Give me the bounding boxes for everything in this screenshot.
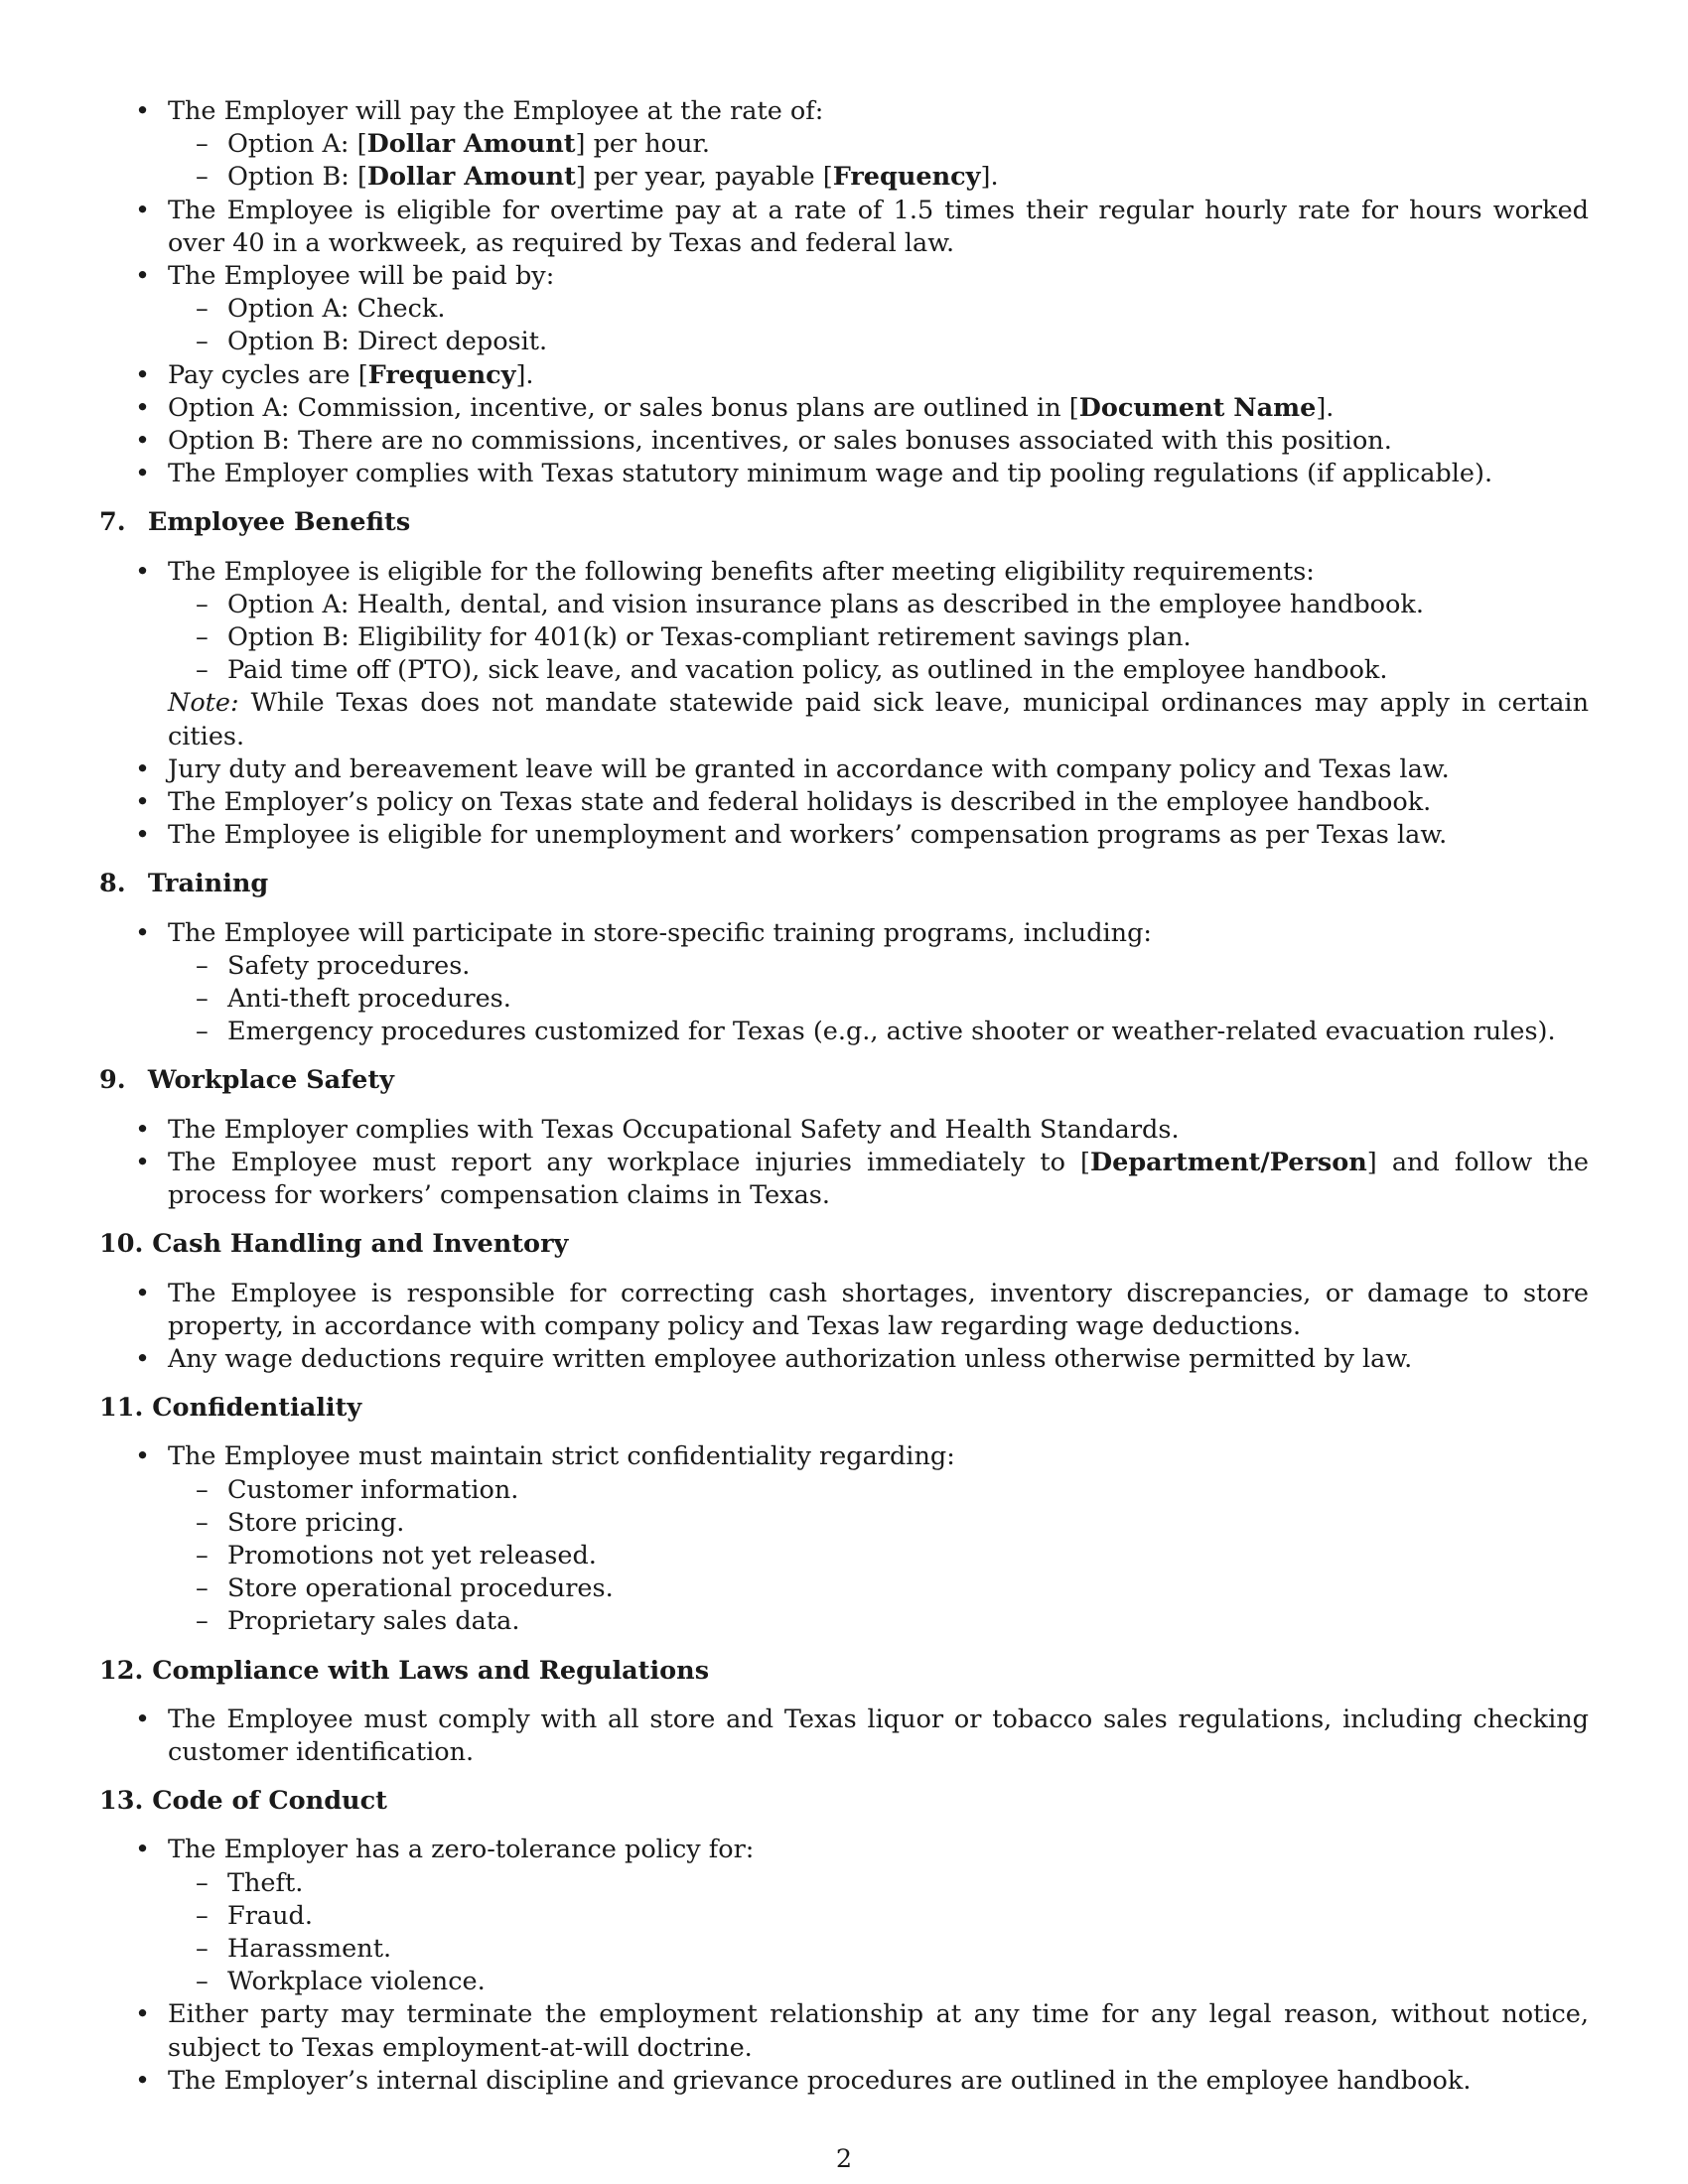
bullet-list <box>99 1440 1589 1638</box>
bullet-item <box>99 458 1589 490</box>
bullet-list <box>99 95 1589 490</box>
sub-item <box>168 326 1589 358</box>
sub-item <box>168 1933 1589 1966</box>
sub-item <box>168 1605 1589 1638</box>
bullet-item <box>99 1278 1589 1343</box>
item-text: The Employer has a zero-tolerance policy for: <box>168 1835 755 1865</box>
sub-item <box>168 654 1589 687</box>
section-heading <box>99 1785 1589 1818</box>
item-text: The Employer complies with Texas statutory minimum wage and tip pooling regulations (if applicable). <box>168 459 1493 489</box>
bullet-list <box>99 917 1589 1049</box>
placeholder-field: Document Name <box>1078 392 1317 423</box>
bullet-item <box>99 1147 1589 1212</box>
bullet-list <box>99 1278 1589 1377</box>
bullet-item <box>99 753 1589 786</box>
item-text: Anti-theft procedures. <box>227 984 511 1015</box>
section-number: 12. <box>99 1655 144 1686</box>
item-text: Option A: Commission, incentive, or sales bonus plans are outlined in [ <box>168 392 1079 423</box>
bullet-list <box>99 1704 1589 1769</box>
bullet-item <box>99 195 1589 260</box>
sub-item <box>168 161 1589 194</box>
sub-list <box>168 589 1589 688</box>
document-body <box>99 95 1589 2098</box>
item-text: Theft. <box>227 1867 304 1898</box>
bullet-item <box>99 1834 1589 1998</box>
sub-item <box>168 1572 1589 1605</box>
item-text: ]. <box>1316 392 1335 423</box>
bullet-item <box>99 2065 1589 2098</box>
item-text: Workplace violence. <box>227 1967 486 1997</box>
item-text: Pay cycles are [ <box>168 359 368 390</box>
bullet-list <box>99 1114 1589 1213</box>
section-title: Confidentiality <box>152 1393 362 1424</box>
bullet-list <box>99 1834 1589 2098</box>
sub-item <box>168 1507 1589 1540</box>
item-text: Customer information. <box>227 1474 519 1505</box>
item-text: Option B: [ <box>227 162 367 193</box>
bullet-list <box>99 556 1589 853</box>
sub-item <box>168 621 1589 654</box>
item-text: The Employer’s internal discipline and grievance procedures are outlined in the employee handbook. <box>168 2065 1472 2096</box>
note-label: Note: <box>168 688 239 719</box>
section-number: 10. <box>99 1229 144 1260</box>
item-text: The Employer’s policy on Texas state and federal holidays is described in the employee handbook. <box>168 787 1432 818</box>
section-number: 8. <box>99 869 126 899</box>
item-text: Option A: Health, dental, and vision insurance plans as described in the employee handbook. <box>227 589 1424 619</box>
item-text: ] and follow the process for workers’ compensation claims in Texas. <box>168 1147 1589 1211</box>
item-text: Option B: Eligibility for 401(k) or Texas-compliant retirement savings plan. <box>227 622 1192 653</box>
item-text: The Employee must report any workplace injuries immediately to [ <box>168 1147 1090 1177</box>
item-text: ]. <box>515 359 534 390</box>
item-text: Either party may terminate the employment relationship at any time for any legal reason, without notice, subject to Texas employment-at-will doctrine. <box>168 1999 1589 2063</box>
section-heading <box>99 868 1589 900</box>
item-text: The Employee must comply with all store and Texas liquor or tobacco sales regulations, including checking customer identification. <box>168 1704 1589 1767</box>
section-heading <box>99 1228 1589 1261</box>
bullet-item <box>99 1114 1589 1147</box>
item-text: ] per hour. <box>575 129 711 160</box>
section-number: 13. <box>99 1786 144 1817</box>
sub-list <box>168 950 1589 1049</box>
section-heading <box>99 1064 1589 1097</box>
item-text: Store pricing. <box>227 1507 405 1538</box>
placeholder-field: Frequency <box>367 359 516 390</box>
section-number: 11. <box>99 1393 144 1424</box>
section-title: Code of Conduct <box>152 1786 387 1817</box>
item-text: The Employee must maintain strict confidentiality regarding: <box>168 1441 955 1472</box>
item-text: The Employee is eligible for the following benefits after meeting eligibility requirements: <box>168 556 1315 587</box>
section-heading <box>99 1392 1589 1425</box>
item-text: Promotions not yet released. <box>227 1540 597 1570</box>
section-title: Compliance with Laws and Regulations <box>152 1655 710 1686</box>
item-text: The Employer will pay the Employee at the rate of: <box>168 96 824 126</box>
placeholder-field: Dollar Amount <box>366 129 576 160</box>
item-text: Safety procedures. <box>227 950 471 981</box>
section-number: 7. <box>99 507 126 538</box>
item-text: The Employee is eligible for unemployment and workers’ compensation programs as per Texas law. <box>168 820 1448 851</box>
item-text: The Employee will be paid by: <box>168 261 555 292</box>
bullet-item <box>99 260 1589 359</box>
sub-item <box>168 1016 1589 1048</box>
bullet-item <box>99 1343 1589 1376</box>
bullet-item <box>99 1704 1589 1769</box>
section-title: Training <box>147 869 269 899</box>
placeholder-field: Frequency <box>832 162 981 193</box>
item-text: Store operational procedures. <box>227 1573 614 1604</box>
item-text: ] per year, payable [ <box>575 162 833 193</box>
sub-list <box>168 1474 1589 1639</box>
sub-item <box>168 1966 1589 1998</box>
note <box>168 687 1589 752</box>
bullet-item <box>99 819 1589 852</box>
section-title: Employee Benefits <box>147 507 411 538</box>
bullet-item <box>99 359 1589 392</box>
section-title: Cash Handling and Inventory <box>152 1229 569 1260</box>
section-number: 9. <box>99 1065 126 1096</box>
sub-list <box>168 293 1589 358</box>
section-heading <box>99 1655 1589 1688</box>
item-text: The Employee is eligible for overtime pay at a rate of 1.5 times their regular hourly rate for hours worked over 40 in a workweek, as required by Texas and federal law. <box>168 195 1589 258</box>
item-text: Jury duty and bereavement leave will be granted in accordance with company policy and Texas law. <box>168 753 1450 784</box>
item-text: The Employee is responsible for correcting cash shortages, inventory discrepancies, or damage to store property, in accordance with company policy and Texas law regarding wage deductions. <box>168 1278 1589 1341</box>
bullet-item <box>99 1998 1589 2064</box>
sub-list <box>168 128 1589 194</box>
section-heading <box>99 506 1589 539</box>
item-text: Proprietary sales data. <box>227 1606 520 1637</box>
sub-item <box>168 128 1589 161</box>
bullet-item <box>99 917 1589 1049</box>
item-text: ]. <box>980 162 999 193</box>
item-text: Option B: Direct deposit. <box>227 327 548 357</box>
sub-item <box>168 1474 1589 1507</box>
bullet-item <box>99 425 1589 458</box>
sub-item <box>168 983 1589 1016</box>
item-text: The Employee will participate in store-specific training programs, including: <box>168 917 1153 948</box>
item-text: Emergency procedures customized for Texas (e.g., active shooter or weather-related evacuation rules). <box>227 1017 1556 1047</box>
item-text: Any wage deductions require written employee authorization unless otherwise permitted by law. <box>168 1343 1413 1374</box>
item-text: Paid time off (PTO), sick leave, and vacation policy, as outlined in the employee handbook. <box>227 655 1388 686</box>
sub-list <box>168 1867 1589 1999</box>
bullet-item <box>99 392 1589 425</box>
bullet-item <box>99 786 1589 819</box>
item-text: Fraud. <box>227 1900 313 1931</box>
sub-item <box>168 1867 1589 1900</box>
item-text: Harassment. <box>227 1933 392 1964</box>
item-text: The Employer complies with Texas Occupational Safety and Health Standards. <box>168 1114 1180 1145</box>
bullet-item <box>99 95 1589 195</box>
sub-item <box>168 1900 1589 1933</box>
item-text: Option A: Check. <box>227 294 446 325</box>
item-text: Option B: There are no commissions, incentives, or sales bonuses associated with this position. <box>168 426 1392 457</box>
bullet-item <box>99 1440 1589 1638</box>
section-title: Workplace Safety <box>147 1065 394 1096</box>
sub-item <box>168 293 1589 326</box>
note-text: While Texas does not mandate statewide paid sick leave, municipal ordinances may apply in certain cities. <box>168 688 1589 751</box>
placeholder-field: Department/Person <box>1089 1147 1367 1177</box>
placeholder-field: Dollar Amount <box>366 162 576 193</box>
bullet-item <box>99 556 1589 753</box>
page-number: 2 <box>835 2144 853 2174</box>
sub-item <box>168 950 1589 983</box>
item-text: Option A: [ <box>227 129 367 160</box>
sub-item <box>168 1540 1589 1572</box>
sub-item <box>168 589 1589 621</box>
